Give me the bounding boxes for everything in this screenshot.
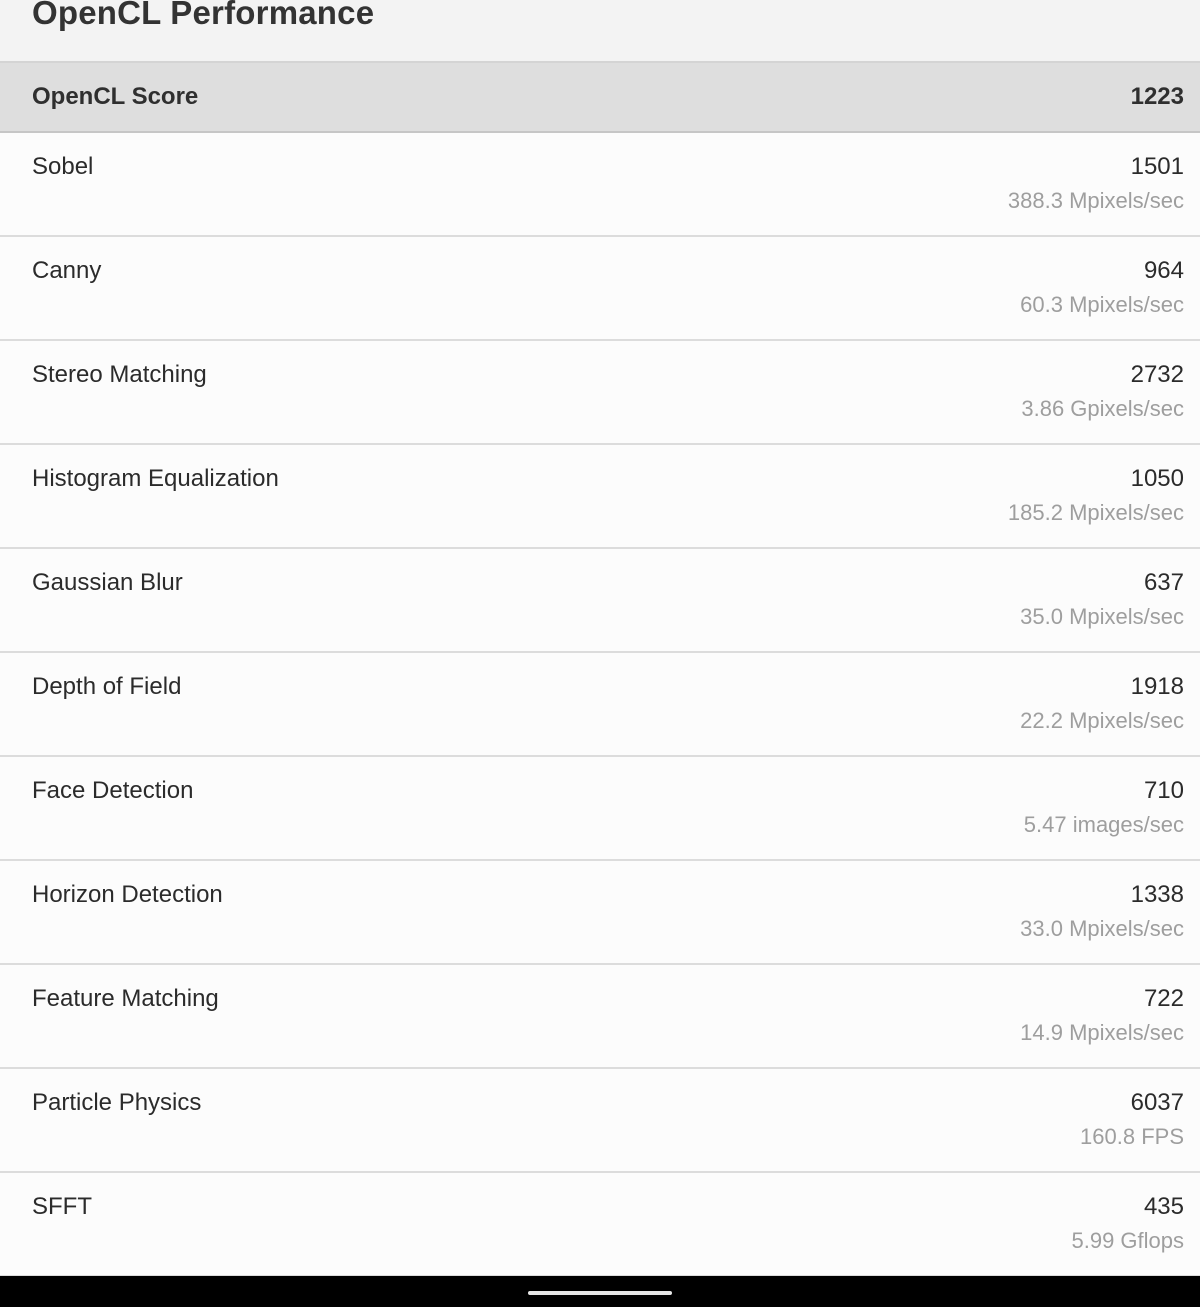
opencl-score-row bbox=[0, 63, 1200, 133]
benchmark-rate: 5.99 Gflops bbox=[1071, 1228, 1184, 1253]
benchmark-rate: 388.3 Mpixels/sec bbox=[1007, 188, 1184, 213]
benchmark-score: 1338 bbox=[1130, 881, 1184, 908]
benchmark-name: Sobel bbox=[32, 153, 94, 180]
benchmark-name: Particle Physics bbox=[32, 1089, 202, 1116]
benchmark-row-sobel bbox=[0, 133, 1200, 237]
benchmark-score: 964 bbox=[1143, 257, 1184, 284]
system-navigation-bar bbox=[0, 1276, 1200, 1307]
opencl-score-label: OpenCL Score bbox=[32, 83, 199, 110]
benchmark-score: 1501 bbox=[1130, 153, 1184, 180]
benchmark-score: 637 bbox=[1143, 569, 1184, 596]
benchmark-rate: 60.3 Mpixels/sec bbox=[1020, 292, 1184, 317]
benchmark-name: Depth of Field bbox=[32, 673, 182, 700]
benchmark-score: 6037 bbox=[1130, 1089, 1184, 1116]
benchmark-score: 1918 bbox=[1130, 673, 1184, 700]
benchmark-name: Feature Matching bbox=[32, 985, 219, 1012]
benchmark-row-histogram-equalization bbox=[0, 445, 1200, 549]
benchmark-name: Stereo Matching bbox=[32, 361, 207, 388]
benchmark-row-horizon-detection bbox=[0, 861, 1200, 965]
benchmark-list bbox=[0, 133, 1200, 1277]
benchmark-rate: 35.0 Mpixels/sec bbox=[1020, 604, 1184, 629]
benchmark-row-canny bbox=[0, 237, 1200, 341]
benchmark-rate: 5.47 images/sec bbox=[1023, 812, 1184, 837]
benchmark-row-feature-matching bbox=[0, 965, 1200, 1069]
benchmark-row-gaussian-blur bbox=[0, 549, 1200, 653]
section-title: OpenCL Performance bbox=[32, 0, 375, 31]
benchmark-score: 2732 bbox=[1130, 361, 1184, 388]
benchmark-rate: 33.0 Mpixels/sec bbox=[1020, 916, 1184, 941]
benchmark-score: 710 bbox=[1143, 777, 1184, 804]
benchmark-row-face-detection bbox=[0, 757, 1200, 861]
benchmark-rate: 3.86 Gpixels/sec bbox=[1021, 396, 1184, 421]
benchmark-name: SFFT bbox=[32, 1193, 92, 1220]
benchmark-name: Horizon Detection bbox=[32, 881, 223, 908]
benchmark-row-sfft bbox=[0, 1173, 1200, 1277]
benchmark-name: Gaussian Blur bbox=[32, 569, 183, 596]
benchmark-rate: 160.8 FPS bbox=[1080, 1124, 1184, 1149]
benchmark-rate: 22.2 Mpixels/sec bbox=[1020, 708, 1184, 733]
section-header bbox=[0, 0, 1200, 63]
benchmark-row-particle-physics bbox=[0, 1069, 1200, 1173]
benchmark-row-stereo-matching bbox=[0, 341, 1200, 445]
benchmark-score: 1050 bbox=[1130, 465, 1184, 492]
home-gesture-handle[interactable] bbox=[528, 1291, 672, 1295]
benchmark-name: Histogram Equalization bbox=[32, 465, 279, 492]
benchmark-name: Canny bbox=[32, 257, 102, 284]
benchmark-rate: 14.9 Mpixels/sec bbox=[1020, 1020, 1184, 1045]
benchmark-row-depth-of-field bbox=[0, 653, 1200, 757]
benchmark-score: 722 bbox=[1143, 985, 1184, 1012]
benchmark-name: Face Detection bbox=[32, 777, 194, 804]
benchmark-score: 435 bbox=[1143, 1193, 1184, 1220]
opencl-score-value: 1223 bbox=[1130, 83, 1184, 110]
benchmark-rate: 185.2 Mpixels/sec bbox=[1007, 500, 1184, 525]
